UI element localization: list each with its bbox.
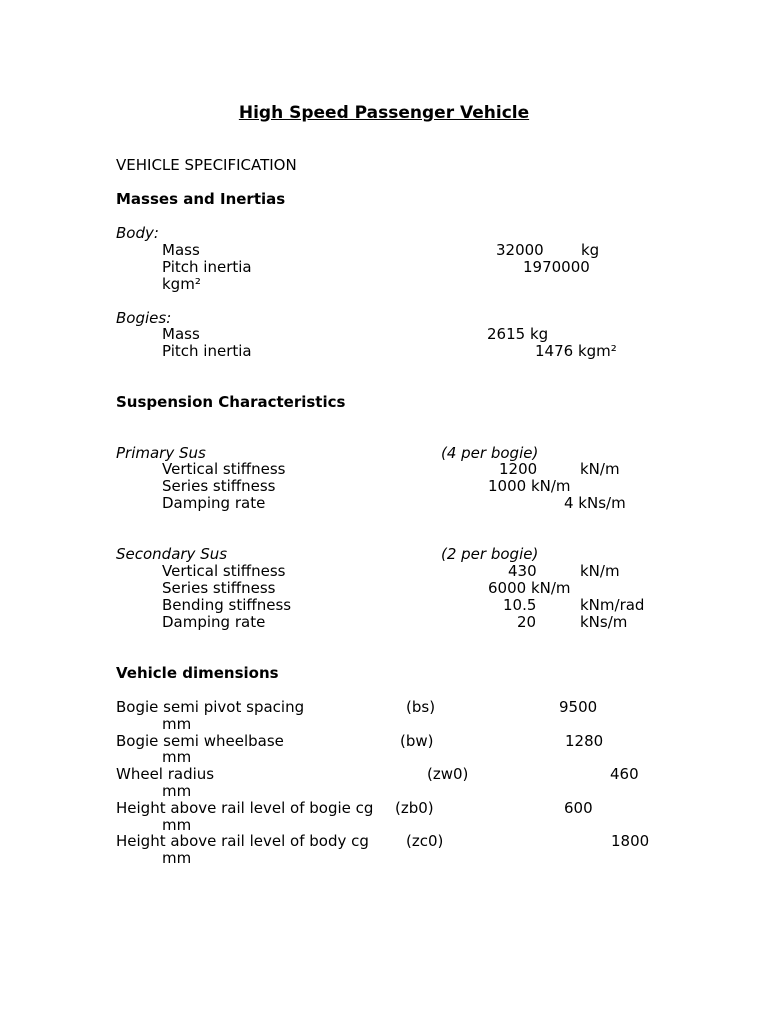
secondary-count: (2 per bogie) <box>441 545 539 563</box>
secondary-bending-label: Bending stiffness <box>162 596 292 614</box>
dimension-unit: mm <box>162 715 192 733</box>
masses-heading: Masses and Inertias <box>116 190 286 208</box>
dimension-label: Bogie semi pivot spacing <box>116 698 305 716</box>
dimension-label: Height above rail level of body cg <box>116 832 369 850</box>
primary-label: Primary Sus <box>116 444 206 462</box>
body-mass-label: Mass <box>162 241 200 259</box>
body-label: Body: <box>116 224 159 242</box>
secondary-series-value: 6000 kN/m <box>488 579 571 597</box>
body-mass-unit: kg <box>581 241 600 259</box>
dimension-symbol: (bw) <box>400 732 434 750</box>
primary-vertical-unit: kN/m <box>580 460 620 478</box>
dimension-symbol: (zc0) <box>406 832 444 850</box>
primary-count: (4 per bogie) <box>441 444 539 462</box>
dimension-unit: mm <box>162 849 192 867</box>
body-pitch-value: 1970000 <box>523 258 590 276</box>
secondary-vertical-value: 430 <box>508 562 537 580</box>
primary-series-label: Series stiffness <box>162 477 276 495</box>
bogies-pitch-label: Pitch inertia <box>162 342 252 360</box>
body-pitch-label: Pitch inertia <box>162 258 252 276</box>
dimension-unit: mm <box>162 816 192 834</box>
dimension-symbol: (zw0) <box>427 765 469 783</box>
dimension-value: 600 <box>564 799 593 817</box>
bogies-pitch-value: 1476 kgm² <box>535 342 617 360</box>
secondary-vertical-unit: kN/m <box>580 562 620 580</box>
primary-damping-value: 4 kNs/m <box>564 494 626 512</box>
dimension-symbol: (bs) <box>406 698 436 716</box>
primary-vertical-label: Vertical stiffness <box>162 460 286 478</box>
secondary-damping-label: Damping rate <box>162 613 266 631</box>
dimension-value: 9500 <box>559 698 598 716</box>
suspension-heading: Suspension Characteristics <box>116 393 346 411</box>
secondary-series-label: Series stiffness <box>162 579 276 597</box>
primary-series-value: 1000 kN/m <box>488 477 571 495</box>
bogies-mass-label: Mass <box>162 325 200 343</box>
spec-heading: VEHICLE SPECIFICATION <box>116 156 297 174</box>
primary-damping-label: Damping rate <box>162 494 266 512</box>
body-pitch-unit: kgm² <box>162 275 201 293</box>
secondary-damping-unit: kNs/m <box>580 613 628 631</box>
secondary-vertical-label: Vertical stiffness <box>162 562 286 580</box>
document-title: High Speed Passenger Vehicle <box>238 103 530 123</box>
dimension-label: Height above rail level of bogie cg <box>116 799 374 817</box>
body-mass-value: 32000 <box>496 241 544 259</box>
dimension-label: Bogie semi wheelbase <box>116 732 284 750</box>
dimension-symbol: (zb0) <box>395 799 434 817</box>
dimension-label: Wheel radius <box>116 765 215 783</box>
dimension-unit: mm <box>162 748 192 766</box>
secondary-bending-value: 10.5 <box>503 596 537 614</box>
dimension-value: 460 <box>610 765 639 783</box>
dimension-value: 1800 <box>611 832 650 850</box>
primary-vertical-value: 1200 <box>499 460 538 478</box>
secondary-bending-unit: kNm/rad <box>580 596 645 614</box>
dimensions-heading: Vehicle dimensions <box>116 664 279 682</box>
secondary-label: Secondary Sus <box>116 545 228 563</box>
bogies-label: Bogies: <box>116 309 172 327</box>
dimension-value: 1280 <box>565 732 604 750</box>
secondary-damping-value: 20 <box>517 613 537 631</box>
bogies-mass-value: 2615 kg <box>487 325 549 343</box>
dimension-unit: mm <box>162 782 192 800</box>
